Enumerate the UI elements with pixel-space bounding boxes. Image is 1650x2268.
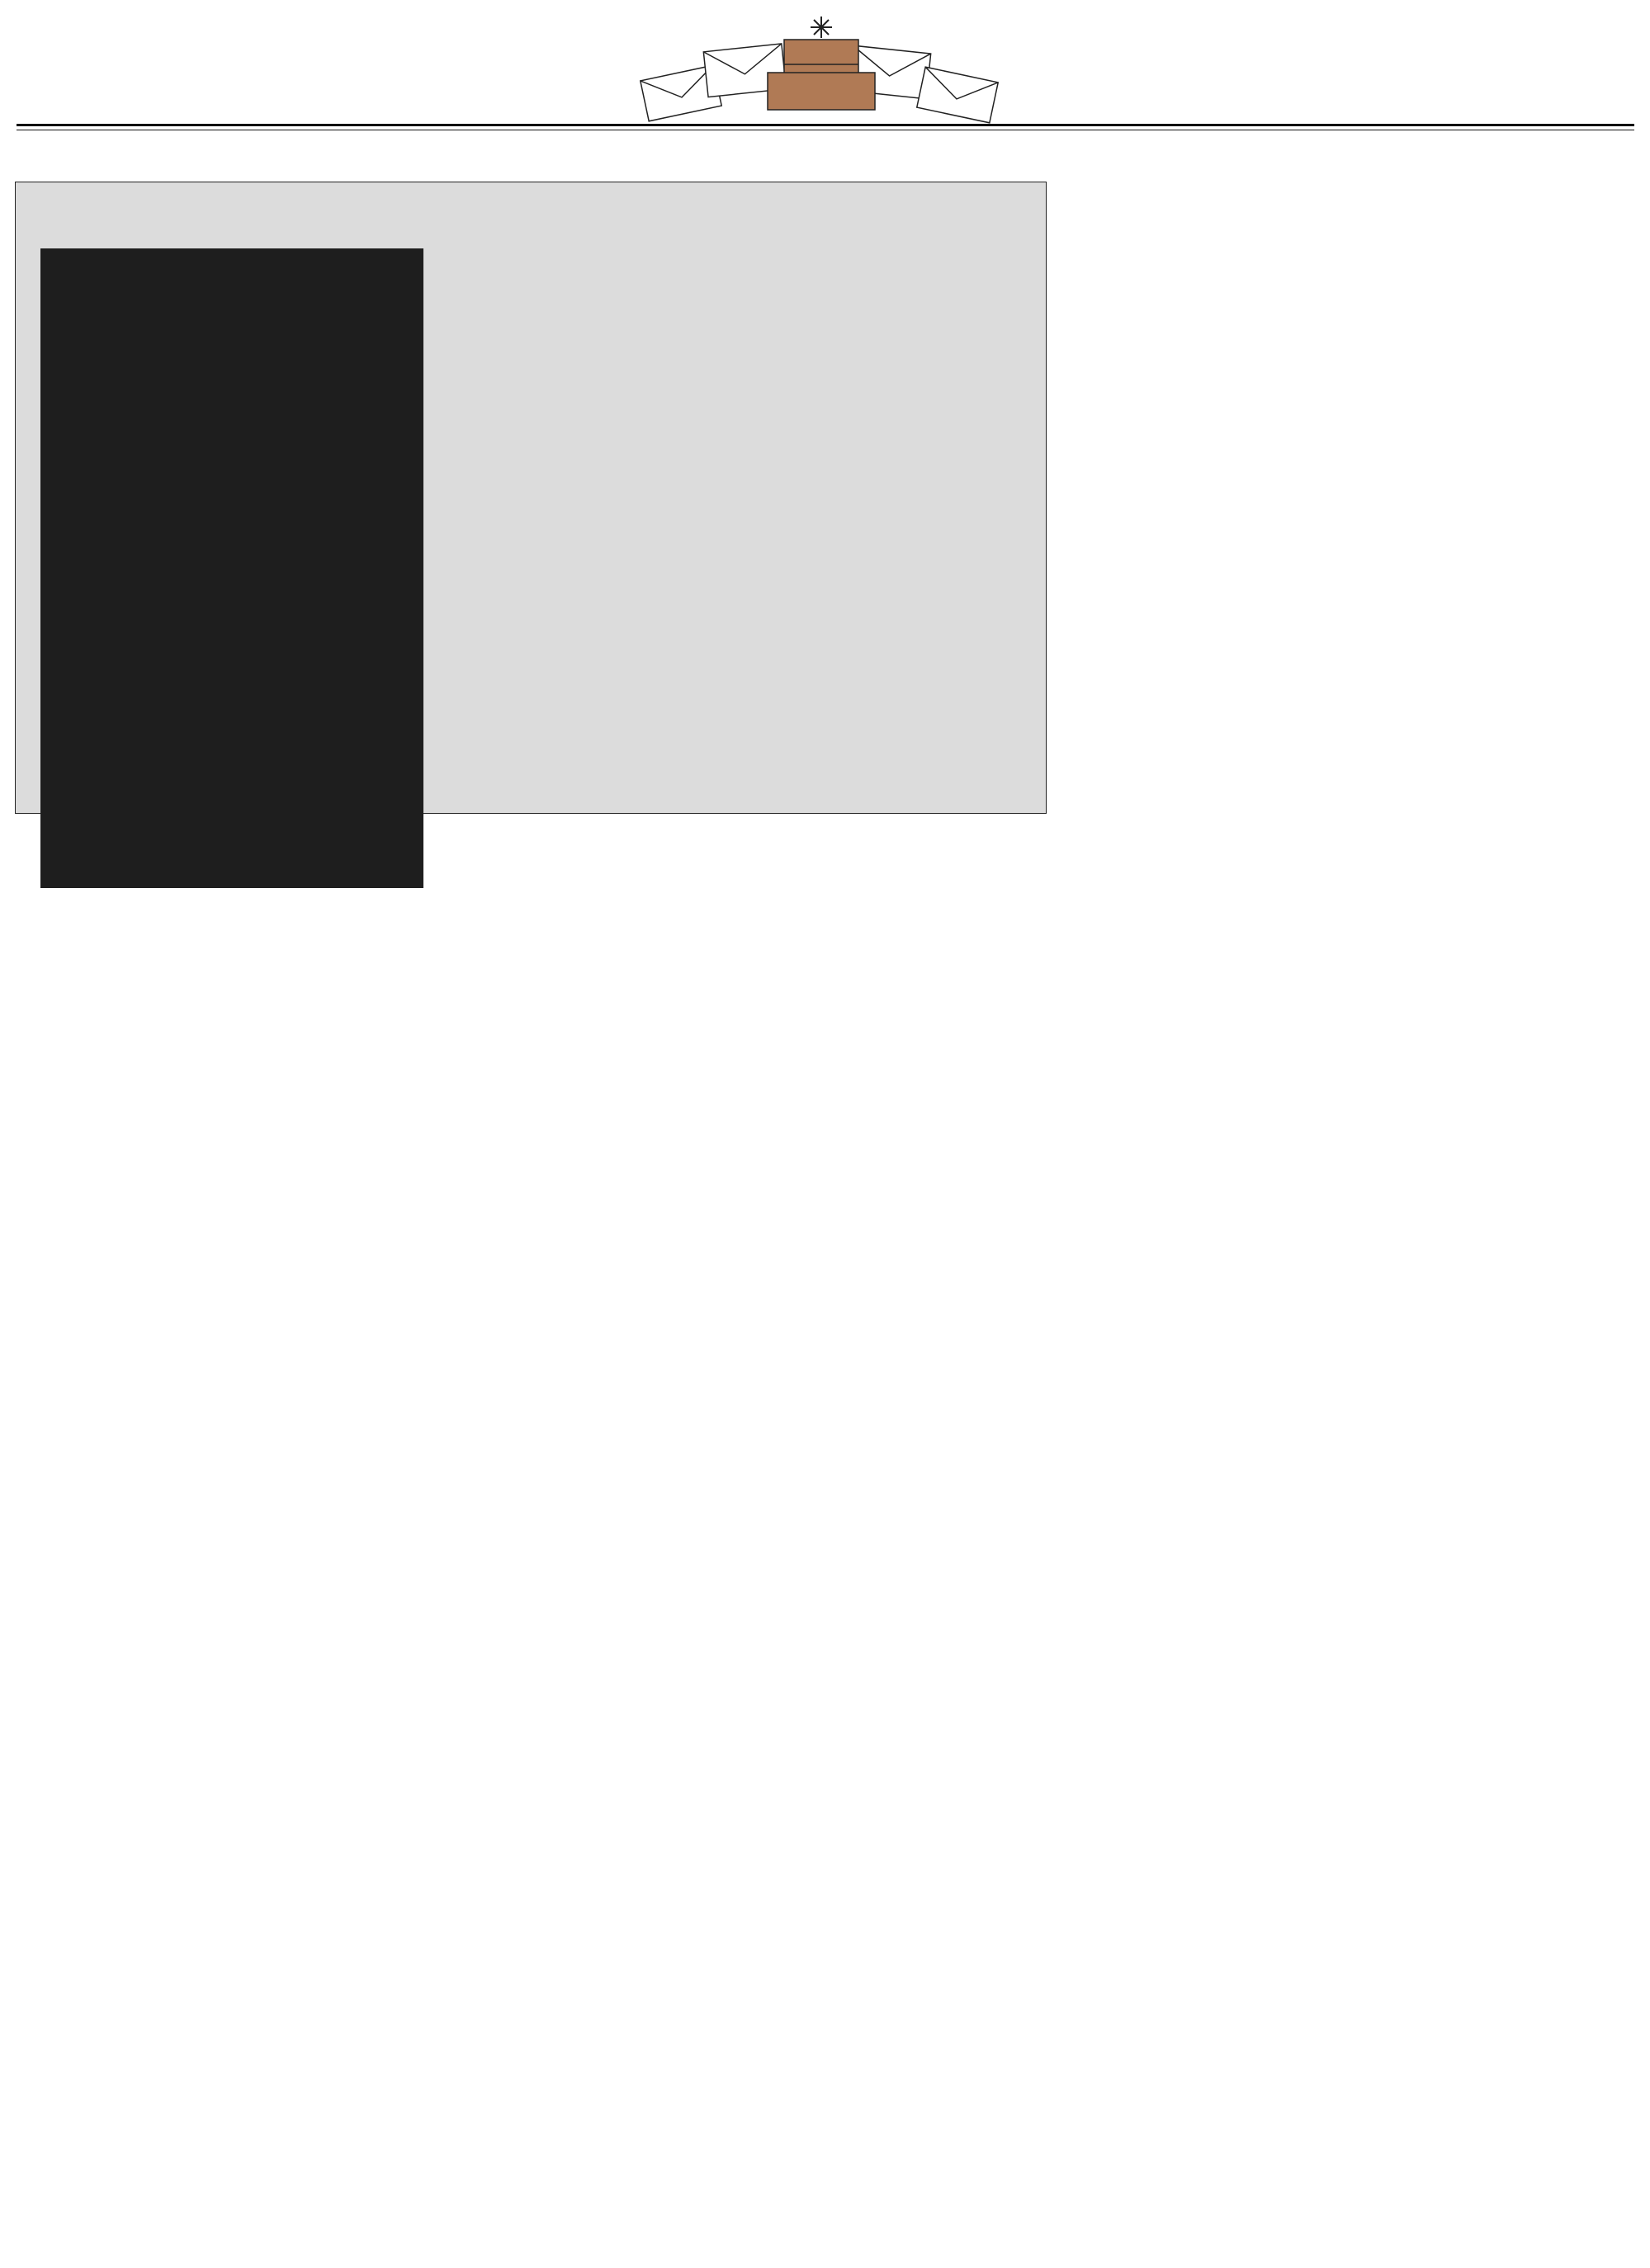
- masthead-rule: [17, 124, 1634, 126]
- eid-mubarak-image: [40, 248, 423, 889]
- hsc-letter-box: [15, 182, 1047, 814]
- envelopes-illustration-icon: [627, 15, 1015, 126]
